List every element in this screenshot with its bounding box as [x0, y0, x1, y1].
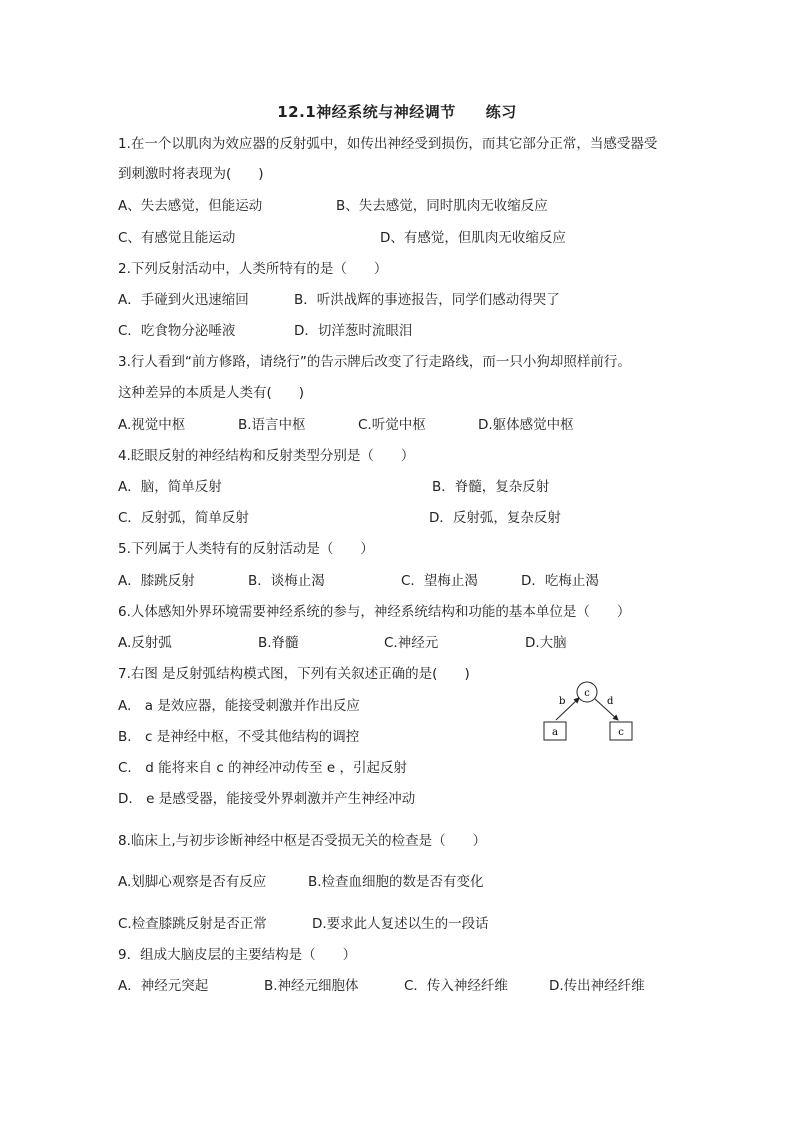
- question-3-line-2: 这种差异的本质是人类有( ): [118, 385, 305, 401]
- question-5-option-d: D．吃梅止渴: [521, 573, 599, 589]
- question-2-option-b: B．听洪战辉的事迹报告，同学们感动得哭了: [294, 292, 560, 308]
- question-3-line-1: 3.行人看到“前方修路，请绕行”的告示牌后改变了行走路线，而一只小狗却照样前行。: [118, 354, 631, 370]
- question-8-option-d: D.要求此人复述以生的一段话: [312, 916, 489, 932]
- label-a: a: [552, 727, 558, 738]
- question-1-line-2: 到刺激时将表现为( ): [118, 166, 264, 182]
- question-7-option-a: A. a 是效应器，能接受刺激并作出反应: [118, 698, 360, 714]
- question-9-option-d: D.传出神经纤维: [549, 978, 645, 994]
- question-4-option-b: B．脊髓，复杂反射: [432, 479, 550, 495]
- reflex-arc-diagram: [535, 675, 645, 750]
- question-4-option-d: D．反射弧，复杂反射: [429, 510, 561, 526]
- title-suffix: 练习: [485, 103, 517, 121]
- question-6-option-d: D.大脑: [525, 635, 567, 651]
- question-6-option-a: A.反射弧: [118, 635, 172, 651]
- question-4-option-c: C．反射弧，简单反射: [118, 510, 249, 526]
- label-b: b: [559, 696, 566, 707]
- question-7-line-1: 7.右图 是反射弧结构模式图，下列有关叙述正确的是( ): [118, 666, 470, 682]
- page-title: [0, 101, 794, 122]
- question-1-option-d: D、有感觉，但肌肉无收缩反应: [380, 230, 566, 246]
- label-c-top: c: [584, 688, 590, 699]
- question-5-line-1: 5.下列属于人类特有的反射活动是（ ）: [118, 541, 374, 557]
- question-2-line-1: 2.下列反射活动中，人类所特有的是（ ）: [118, 261, 388, 277]
- question-4-option-a: A．脑，简单反射: [118, 479, 222, 495]
- question-1-line-1: 1.在一个以肌肉为效应器的反射弧中，如传出神经受到损伤，而其它部分正常，当感受器受: [118, 136, 658, 152]
- question-7-option-b: B. c 是神经中枢，不受其他结构的调控: [118, 729, 360, 745]
- question-6-line-1: 6.人体感知外界环境需要神经系统的参与，神经系统结构和功能的基本单位是（ ）: [118, 604, 631, 620]
- question-1-option-c: C、有感觉且能运动: [118, 230, 236, 246]
- question-8-option-a: A.划脚心观察是否有反应: [118, 874, 267, 890]
- question-6-option-b: B.脊髓: [258, 635, 299, 651]
- question-3-option-c: C.听觉中枢: [358, 417, 426, 433]
- question-9-option-b: B.神经元细胞体: [264, 978, 359, 994]
- question-3-option-a: A.视觉中枢: [118, 417, 186, 433]
- question-5-option-a: A．膝跳反射: [118, 573, 195, 589]
- question-2-option-c: C．吃食物分泌唾液: [118, 323, 236, 339]
- question-3-option-d: D.躯体感觉中枢: [478, 417, 574, 433]
- label-c-box: c: [618, 727, 624, 738]
- question-8-option-c: C.检查膝跳反射是否正常: [118, 916, 267, 932]
- title-main: 12.1神经系统与神经调节: [277, 103, 456, 121]
- question-9-line-1: 9．组成大脑皮层的主要结构是（ ）: [118, 947, 357, 963]
- question-3-option-b: B.语言中枢: [238, 417, 306, 433]
- question-8-option-b: B.检查血细胞的数是否有变化: [308, 874, 484, 890]
- label-d: d: [607, 696, 614, 707]
- question-9-option-a: A．神经元突起: [118, 978, 209, 994]
- question-9-option-c: C．传入神经纤维: [404, 978, 508, 994]
- question-7-option-c: C. d 能将来自 c 的神经冲动传至 e ，引起反射: [118, 760, 407, 776]
- question-5-option-b: B．谈梅止渴: [248, 573, 325, 589]
- question-1-option-a: A、失去感觉，但能运动: [118, 198, 263, 214]
- question-5-option-c: C．望梅止渴: [401, 573, 478, 589]
- question-8-line-1: 8.临床上,与初步诊断神经中枢是否受损无关的检查是（ ）: [118, 833, 487, 849]
- question-6-option-c: C.神经元: [384, 635, 439, 651]
- question-4-line-1: 4.眨眼反射的神经结构和反射类型分别是（ ）: [118, 448, 415, 464]
- question-2-option-d: D．切洋葱时流眼泪: [294, 323, 413, 339]
- question-2-option-a: A．手碰到火迅速缩回: [118, 292, 249, 308]
- question-7-option-d: D. e 是感受器，能接受外界刺激并产生神经冲动: [118, 791, 416, 807]
- question-1-option-b: B、失去感觉，同时肌肉无收缩反应: [336, 198, 548, 214]
